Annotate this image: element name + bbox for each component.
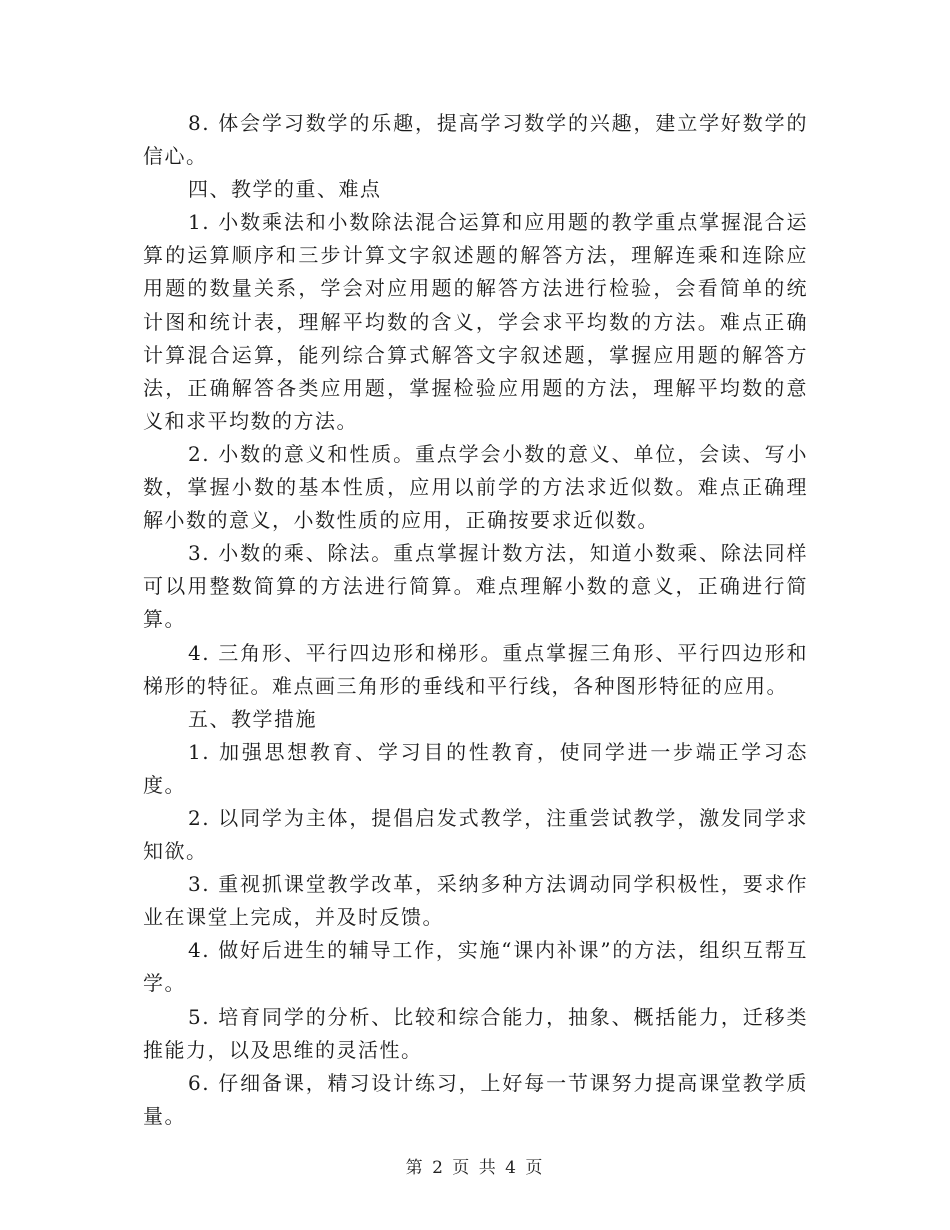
section-heading-measures: 五、教学措施 [188,706,317,731]
document-body [143,107,808,1133]
paragraph-key-point-4: 4. 三角形、平行四边形和梯形。重点掌握三角形、平行四边形和梯形的特征。难点画三角形的垂线和平行线，各种图形特征的应用。 [143,640,808,698]
page-number-footer: 第 2 页 共 4 页 [405,1158,545,1178]
paragraph-measure-2: 2. 以同学为主体，提倡启发式教学，注重尝试教学，激发同学求知欲。 [143,805,808,864]
paragraph-measure-5: 5. 培育同学的分析、比较和综合能力，抽象、概括能力，迁移类推能力，以及思维的灵活性。 [143,1004,808,1062]
paragraph-key-point-1: 1. 小数乘法和小数除法混合运算和应用题的教学重点掌握混合运算的运算顺序和三步计算文字叙述题的解答方法，理解连乘和连除应用题的数量关系，学会对应用题的解答方法进行检验，会看简单的统计图和统计表，理解平均数的含义，学会求平均数的方法。难点正确计算混合运算，能列综合算式解答文字叙述题，掌握应用题的解答方法，正确解答各类应用题，掌握检验应用题的方法，理解平均数的意义和求平均数的方法。 [143,210,808,433]
paragraph-key-point-3: 3. 小数的乘、除法。重点掌握计数方法，知道小数乘、除法同样可以用整数简算的方法进行简算。难点理解小数的意义，正确进行简算。 [143,541,808,632]
paragraph-measure-6: 6. 仔细备课，精习设计练习，上好每一节课努力提高课堂教学质量。 [143,1070,808,1128]
paragraph-goal-8: 8. 体会学习数学的乐趣，提高学习数学的兴趣，建立学好数学的信心。 [143,111,808,169]
paragraph-measure-1: 1. 加强思想教育、学习目的性教育，使同学进一步端正学习态度。 [143,739,808,797]
section-heading-key-points: 四、教学的重、难点 [188,177,382,202]
paragraph-key-point-2: 2. 小数的意义和性质。重点学会小数的意义、单位，会读、写小数，掌握小数的基本性质，应用以前学的方法求近似数。难点正确理解小数的意义，小数性质的应用，正确按要求近似数。 [143,441,808,533]
paragraph-measure-4: 4. 做好后进生的辅导工作，实施“课内补课”的方法，组织互帮互学。 [143,938,808,996]
paragraph-measure-3: 3. 重视抓课堂教学改革，采纳多种方法调动同学积极性，要求作业在课堂上完成，并及时反馈。 [143,872,808,930]
